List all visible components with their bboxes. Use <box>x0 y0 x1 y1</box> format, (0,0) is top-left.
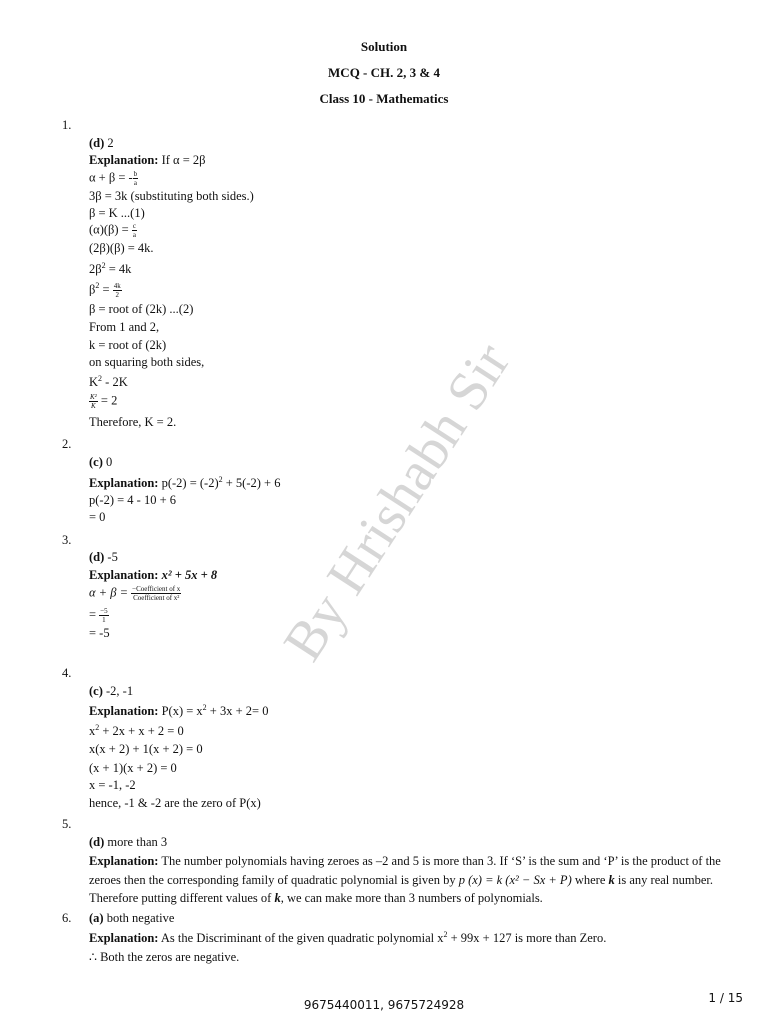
math-line: α + β = - $\frac{b}{a}$ <box>89 170 138 187</box>
explanation-label: Explanation: <box>89 704 159 718</box>
question-number: 4. <box>62 666 72 680</box>
explanation-text: If α = 2β <box>161 153 206 167</box>
fraction: $\frac{\text{−Coefficient of x}}{\text{Coefficient of x²}}$ <box>132 585 181 602</box>
math-line: β = K ...(1) <box>89 206 145 220</box>
explanation-label: Explanation: <box>89 568 159 582</box>
answer-text: -5 <box>107 550 118 564</box>
formula: p (x) = k (x² − Sx + P) <box>458 872 572 887</box>
math-line: hence, -1 & -2 are the zero of P(x) <box>89 796 261 810</box>
answer-text: -2, -1 <box>106 684 134 698</box>
math-line: p(-2) = 4 - 10 + 6 <box>89 493 176 507</box>
fraction: $\frac{\text{K²}}{K}$ <box>90 393 97 410</box>
math-line: k = root of (2k) <box>89 338 167 352</box>
math-line: Therefore, K = 2. <box>89 415 177 429</box>
question-number: 1. <box>62 118 72 132</box>
answer-line <box>89 136 114 151</box>
answer-text: more than 3 <box>107 835 168 849</box>
math-line: $\frac{\text{K²}}{K}$ = 2 <box>90 393 118 410</box>
math-line: (2β)(β) = 4k. <box>89 241 154 255</box>
math-line: ∴ Both the zeros are negative. <box>89 950 240 964</box>
explanation-line: Explanation: $P(x) = x^2 + 3x + 2= 0$ <box>89 702 269 718</box>
question-number: 3. <box>62 533 72 547</box>
math-line: 3β = 3k (substituting both sides.) <box>89 189 254 203</box>
math-line: x = -1, -2 <box>89 778 136 792</box>
watermark-text: By Hrishabh Sir <box>271 332 523 672</box>
math-line: $x^2 + 2x + x + 2 = 0$ <box>89 722 184 738</box>
math-line: x(x + 2) + 1(x + 2) = 0 <box>89 742 203 756</box>
math-line: on squaring both sides, <box>89 355 205 369</box>
fraction: $\frac{c}{a}$ <box>132 222 136 239</box>
answer-line <box>89 550 118 565</box>
explanation-line: Explanation: x² + 5x + 8 <box>89 568 218 582</box>
explanation-line: Explanation: $p(-2) = (-2)^2 + 5(-2) + 6$ <box>89 474 281 490</box>
question-number: 2. <box>62 437 72 451</box>
math-line: (α)(β) = $\frac{c}{a}$ <box>89 222 136 239</box>
fraction: $\frac{4k}{2}$ <box>113 282 121 299</box>
math-line: α + β = $\frac{\text{−Coefficient of x}}{\text{Coefficient of x²}}$ <box>89 585 181 602</box>
answer-text: 2 <box>107 136 114 150</box>
math-line: $K^2 - 2K$ <box>89 373 128 389</box>
explanation-label: Explanation: <box>89 476 159 490</box>
explanation-line: Explanation: As the Discriminant of the given quadratic polynomial $x^2 + 99x + 127$ is more than Zero. <box>89 929 607 945</box>
answer-line <box>89 835 167 850</box>
page-title: Solution <box>360 39 408 54</box>
answer-option: (d) <box>89 550 105 564</box>
page-number: 1 / 15 <box>708 991 743 1005</box>
answer-text: both negative <box>106 911 175 925</box>
explanation-label: Explanation: <box>89 854 159 868</box>
answer-option: (c) <box>89 455 103 469</box>
answer-option: (d) <box>89 136 105 150</box>
math-line: From 1 and 2, <box>89 320 160 334</box>
answer-line <box>89 684 133 699</box>
math-line: = -5 <box>89 626 110 640</box>
math-line: = 0 <box>89 510 106 524</box>
answer-line <box>89 455 112 470</box>
answer-option: (a) <box>89 911 104 925</box>
math-line: $2\beta^2 = 4k$ <box>89 260 132 276</box>
answer-text: 0 <box>106 455 113 469</box>
explanation-line <box>89 153 206 168</box>
question-number: 5. <box>62 817 72 831</box>
fraction: $\frac{b}{a}$ <box>133 170 138 187</box>
explanation-label: Explanation: <box>89 153 159 167</box>
question-number: 6. <box>62 911 72 925</box>
answer-line <box>89 911 174 926</box>
class-line: Class 10 - Mathematics <box>319 91 449 106</box>
explanation-paragraph: Explanation: The number polynomials having zeroes as –2 and 5 is more than 3. If ‘S’ is the sum and ‘P’ is the product of the zeroes then the corresponding family of quadratic polynomial is given by p (x) = k (x² − Sx + P) where k is any real number. Therefore putting different values of k, we can make more than 3 numbers of polynomials. <box>89 854 721 905</box>
math-line: (x + 1)(x + 2) = 0 <box>89 761 177 775</box>
footer-phone: 9675440011, 9675724928 <box>303 998 465 1012</box>
fraction: $\frac{-5}{1}$ <box>100 607 108 624</box>
answer-option: (c) <box>89 684 103 698</box>
answer-option: (d) <box>89 835 105 849</box>
page-subtitle: MCQ - CH. 2, 3 & 4 <box>328 65 440 80</box>
math-line: $\beta^2$ = $\frac{4k}{2}$ <box>89 281 121 299</box>
math-line: β = root of (2k) ...(2) <box>89 302 194 316</box>
math-line: = $\frac{-5}{1}$ <box>89 607 108 624</box>
explanation-label: Explanation: <box>89 931 159 945</box>
